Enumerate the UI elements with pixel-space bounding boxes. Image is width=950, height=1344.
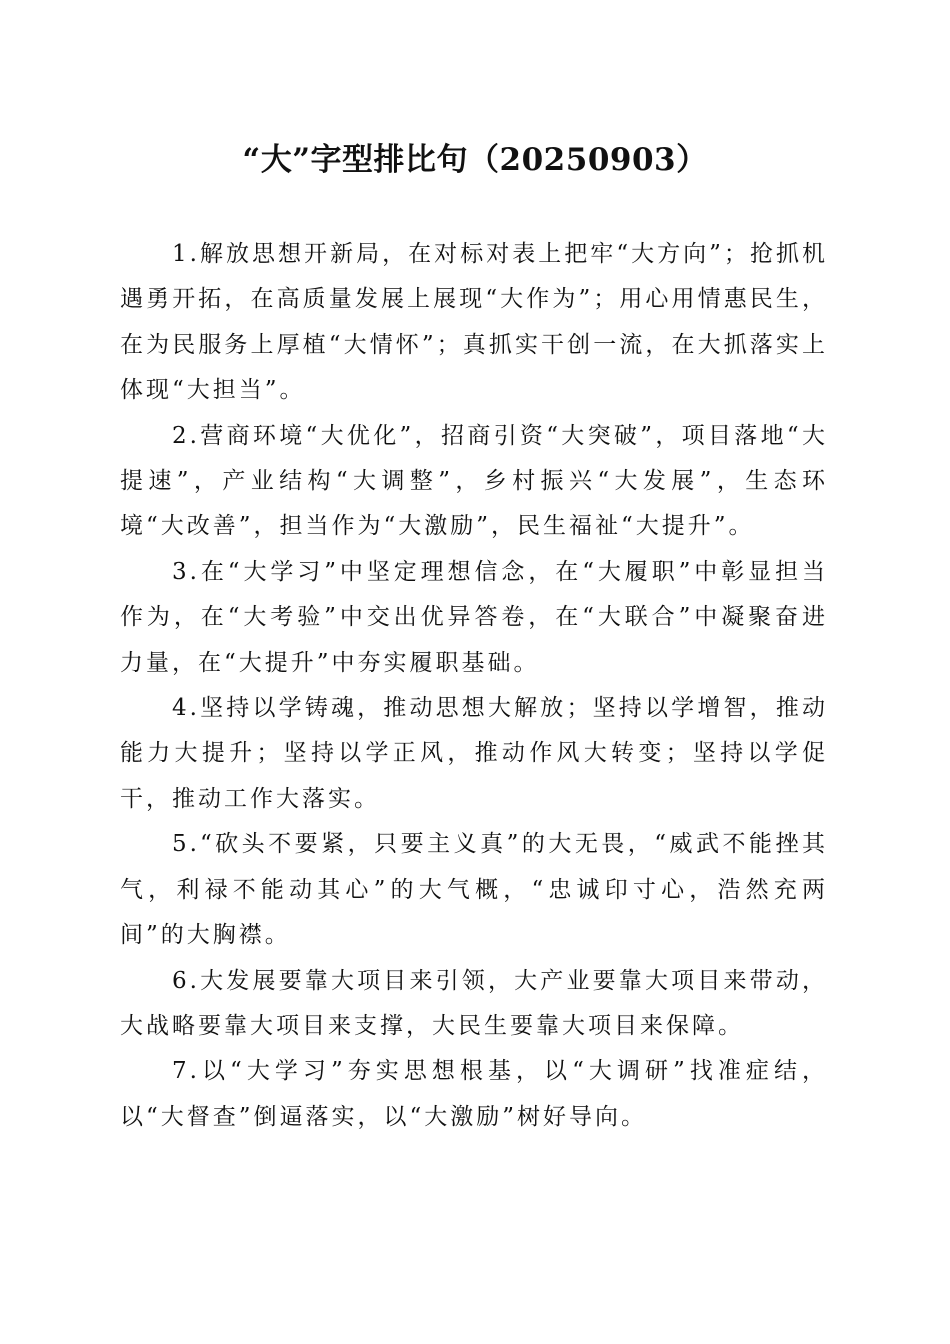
paragraph-5: 5.“砍头不要紧，只要主义真”的大无畏，“威武不能挫其气，利禄不能动其心”的大气概，“忠诚印寸心，浩然充两间”的大胸襟。 [120,831,828,949]
paragraph-6: 6.大发展要靠大项目来引领，大产业要靠大项目来带动，大战略要靠大项目来支撑，大民生要靠大项目来保障。 [120,967,828,1039]
paragraph-1: 1.解放思想开新局，在对标对表上把牢“大方向”；抢抓机遇勇开拓，在高质量发展上展现“大作为”；用心用情惠民生，在为民服务上厚植“大情怀”；真抓实干创一流，在大抓落实上体现“大担当”。 [120,241,828,404]
document-body [120,232,828,1140]
paragraph-2: 2.营商环境“大优化”，招商引资“大突破”，项目落地“大提速”，产业结构“大调整”，乡村振兴“大发展”，生态环境“大改善”，担当作为“大激励”，民生福祉“大提升”。 [120,422,828,540]
document-title: “大”字型排比句（20250903） [242,142,708,178]
paragraph-7: 7.以“大学习”夯实思想根基，以“大调研”找准症结，以“大督查”倒逼落实，以“大激励”树好导向。 [120,1058,828,1130]
paragraph-3: 3.在“大学习”中坚定理想信念，在“大履职”中彰显担当作为，在“大考验”中交出优异答卷，在“大联合”中凝聚奋进力量，在“大提升”中夯实履职基础。 [120,558,828,676]
paragraph-4: 4.坚持以学铸魂，推动思想大解放；坚持以学增智，推动能力大提升；坚持以学正风，推动作风大转变；坚持以学促干，推动工作大落实。 [120,695,828,812]
